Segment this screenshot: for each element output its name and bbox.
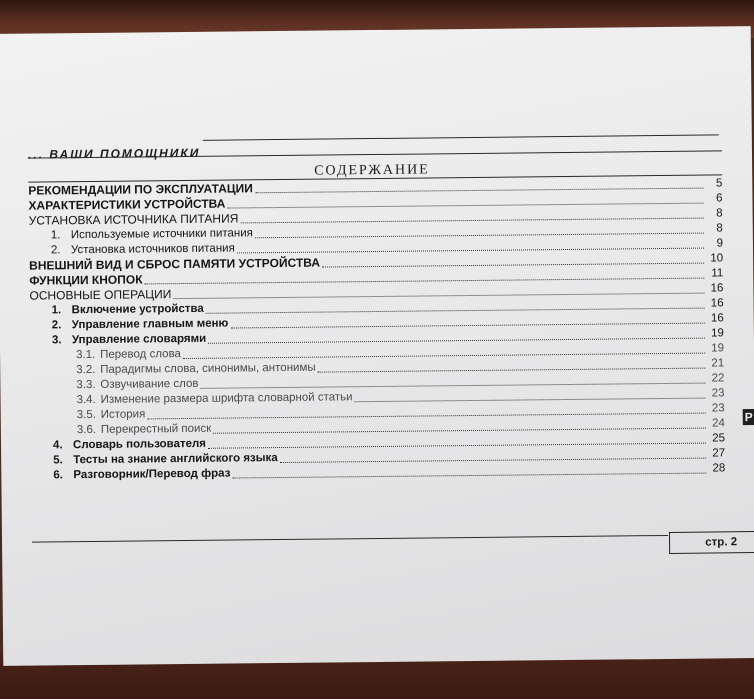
section-helpers-heading: ... ВАШИ ПОМОЩНИКИ <box>27 145 201 162</box>
toc-entry-title: Парадигмы слова, синонимы, антонимы <box>100 361 316 376</box>
toc-entry-page: 19 <box>711 342 725 355</box>
toc-entry-title: Управление главным меню <box>71 317 229 332</box>
toc-entry-label <box>76 362 316 378</box>
toc-entry-page: 16 <box>710 282 724 295</box>
toc-entry-label <box>53 438 206 453</box>
toc-entry-number: 5. <box>53 454 63 467</box>
toc-entry-page: 16 <box>710 297 724 310</box>
toc-entry-title: Включение устройства <box>71 302 204 317</box>
toc-entry-page: 10 <box>710 252 724 265</box>
toc-entry-label: ВНЕШНИЙ ВИД И СБРОС ПАМЯТИ УСТРОЙСТВА <box>29 255 321 273</box>
toc-entry-number: 1. <box>50 229 61 242</box>
toc-entry-number: 3. <box>51 334 62 347</box>
toc-entry-number: 6. <box>53 469 63 482</box>
toc-entry-label <box>52 318 229 333</box>
toc-entry-page: 19 <box>711 327 724 340</box>
toc-entry-label <box>77 423 211 437</box>
contents-title: СОДЕРЖАНИЕ <box>314 162 430 179</box>
toc-entry-number: 2. <box>51 319 62 332</box>
page-number-box <box>669 531 754 554</box>
toc-entry-number: 1. <box>51 304 62 317</box>
toc-entry-title: Изменение размера шрифта словарной статьи <box>100 391 353 406</box>
toc-entry-title: Используемые источники питания <box>70 227 253 242</box>
toc-entry-label: УСТАНОВКА ИСТОЧНИКА ПИТАНИЯ <box>28 211 239 228</box>
toc-entry-number: 3.5. <box>76 408 96 422</box>
toc-entry-label: РЕКОМЕНДАЦИИ ПО ЭКСПЛУАТАЦИИ <box>28 181 253 198</box>
toc-entry-page: 28 <box>712 462 726 475</box>
toc-entry-number: 3.2. <box>76 363 96 377</box>
toc-entry-number: 3.3. <box>76 378 96 392</box>
toc-entry-page: 8 <box>716 222 723 235</box>
toc-entry-page: 21 <box>711 357 725 370</box>
toc-entry-page: 27 <box>712 447 726 460</box>
toc-entry-number: 3.1. <box>76 348 96 362</box>
toc-entry-title: Словарь пользователя <box>72 437 207 452</box>
toc-entry-label <box>52 333 206 348</box>
toc-entry-label: ХАРАКТЕРИСТИКИ УСТРОЙСТВА <box>28 196 226 213</box>
toc-entry-label <box>51 227 253 242</box>
toc-entry-label <box>51 242 235 257</box>
toc-entry-label <box>76 378 198 392</box>
toc-entry-title: Тесты на знание английского языка <box>73 452 278 467</box>
toc-entry-page: 24 <box>711 417 725 430</box>
toc-entry-page: 8 <box>716 207 723 220</box>
toc-entry-title: Управление словарями <box>71 332 207 347</box>
toc-entry-page: 9 <box>716 237 724 250</box>
toc-entry-page: 6 <box>716 192 723 205</box>
toc-entry-title: Перевод слова <box>100 348 181 361</box>
toc-entry-number: 3.6. <box>76 423 97 437</box>
toc-entry-page: 25 <box>712 432 726 445</box>
toc-entry-label <box>76 348 181 362</box>
toc-entry-title: История <box>100 408 146 421</box>
toc-entry-page: 23 <box>711 387 725 400</box>
toc-entry-title: Установка источников питания <box>70 242 235 257</box>
toc-entry-label: ФУНКЦИИ КНОПОК <box>29 272 143 288</box>
toc-entry-label <box>77 408 146 422</box>
page-number: стр. 2 <box>705 536 738 549</box>
toc-entry-page: 22 <box>711 372 725 385</box>
toc-entry-page: 5 <box>715 177 723 190</box>
dot-leader <box>232 473 706 479</box>
edge-section-tab: Р <box>743 409 754 425</box>
toc-entry-title: Разговорник/Перевод фраз <box>73 467 231 482</box>
toc-entry-number: 3.4. <box>76 393 96 407</box>
toc-entry-title: Озвучивание слов <box>100 377 199 391</box>
toc-entry-title: Перекрестный поиск <box>100 422 212 436</box>
toc-entry-page: 11 <box>711 267 724 280</box>
table-of-contents <box>0 26 754 666</box>
toc-entry-page: 23 <box>711 402 725 415</box>
toc-entry-label <box>53 468 230 483</box>
toc-entry-page: 16 <box>710 312 724 325</box>
toc-entry-number: 4. <box>52 439 63 452</box>
toc-entry-number: 2. <box>50 244 61 257</box>
toc-entry-label <box>52 303 204 318</box>
toc-entry-label: ОСНОВНЫЕ ОПЕРАЦИИ <box>29 287 172 303</box>
toc-entry-label <box>53 452 278 467</box>
booklet-page <box>0 26 754 666</box>
